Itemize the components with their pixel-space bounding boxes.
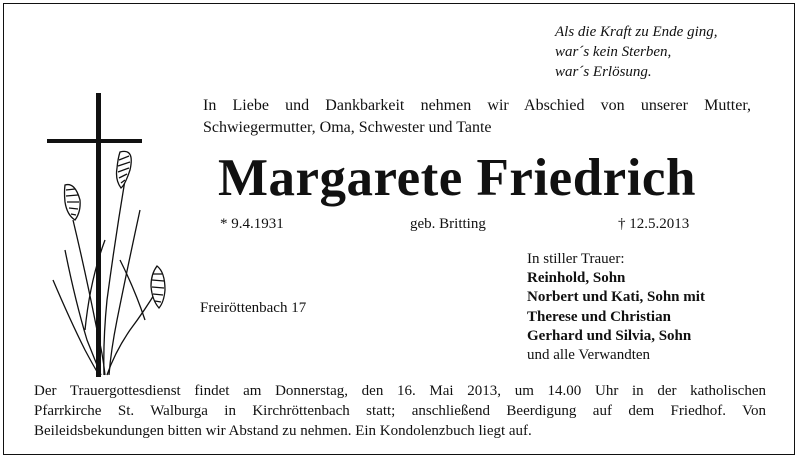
- mourners-closing: und alle Verwandten: [527, 347, 651, 364]
- intro-text: [203, 95, 751, 139]
- mourner-name: Norbert und Kati, Sohn mit: [527, 289, 705, 306]
- motto-verse: [555, 22, 718, 82]
- birth-date: * 9.4.1931: [220, 216, 284, 232]
- mourner-name: Therese und Christian: [527, 308, 671, 325]
- motto-line: war´s kein Sterben,: [555, 44, 672, 60]
- motto-line: war´s Erlösung.: [555, 64, 652, 80]
- maiden-name: geb. Britting: [410, 216, 486, 232]
- address: Freiröttenbach 17: [200, 300, 307, 316]
- intro-line: Schwiegermutter, Oma, Schwester und Tante: [203, 119, 492, 136]
- mourner-name: Reinhold, Sohn: [527, 270, 626, 287]
- service-announcement: [34, 381, 766, 441]
- wheat-ears-icon: [53, 151, 165, 375]
- service-line: Pfarrkirche St. Walburga in Kirchröttenbach statt; anschließend Beerdigung auf dem Friedhof. Von: [34, 403, 766, 419]
- intro-line: In Liebe und Dankbarkeit nehmen wir Abschied von unserer Mutter,: [203, 97, 751, 114]
- mourner-name: Gerhard und Silvia, Sohn: [527, 327, 692, 344]
- motto-line: Als die Kraft zu Ende ging,: [555, 24, 718, 40]
- mourners-list: [527, 250, 705, 365]
- cross-wheat-illustration: [45, 90, 175, 380]
- service-line: Beileidsbekundungen bitten wir Abstand zu nehmen. Ein Kondolenzbuch liegt auf.: [34, 423, 532, 439]
- mourners-heading: In stiller Trauer:: [527, 251, 625, 267]
- service-line: Der Trauergottesdienst findet am Donnerstag, den 16. Mai 2013, um 14.00 Uhr in der katholischen: [34, 383, 766, 399]
- deceased-name: Margarete Friedrich: [218, 149, 696, 207]
- death-date: † 12.5.2013: [618, 216, 690, 232]
